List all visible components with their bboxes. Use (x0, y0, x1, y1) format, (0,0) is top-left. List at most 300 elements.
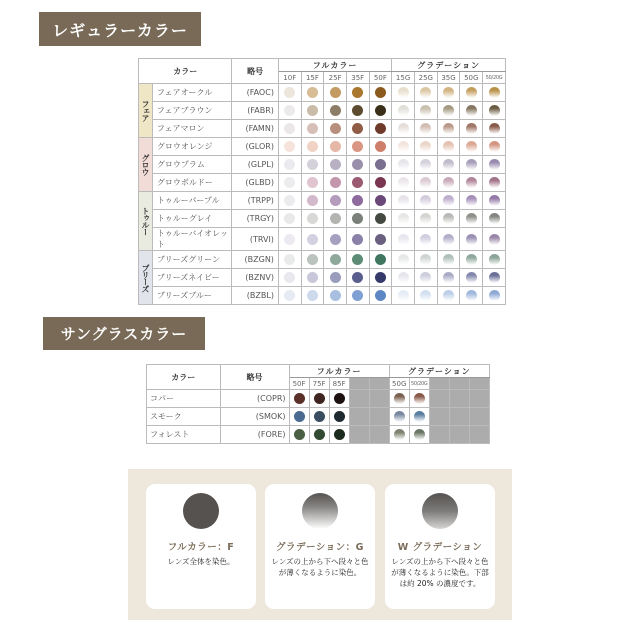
full-color-swatch-icon (352, 87, 363, 98)
color-code: (GLOR) (232, 138, 279, 156)
full-color-swatch-cell (301, 269, 324, 287)
gradation-swatch-cell (483, 210, 506, 228)
color-name: トゥルーバイオレット (152, 228, 231, 251)
color-code: (BZGN) (232, 251, 279, 269)
full-color-swatch-cell (329, 408, 349, 426)
full-color-swatch-icon (314, 429, 325, 440)
color-name: グロウオレンジ (152, 138, 231, 156)
full-color-swatch-icon (352, 105, 363, 116)
gradation-swatch-cell (460, 102, 483, 120)
full-color-swatch-icon (330, 87, 341, 98)
color-code: (COPR) (220, 390, 289, 408)
full-color-swatch-cell (278, 192, 301, 210)
full-color-swatch-icon (330, 123, 341, 134)
full-color-swatch-icon (330, 272, 341, 283)
gradation-swatch-cell (414, 287, 437, 305)
gradation-swatch-icon (443, 123, 454, 134)
color-code: (BZBL) (232, 287, 279, 305)
full-color-swatch-icon (352, 195, 363, 206)
gradation-swatch-cell (414, 120, 437, 138)
empty-cell (369, 390, 389, 408)
full-color-swatch-icon (330, 213, 341, 224)
gradation-swatch-cell (409, 426, 429, 444)
category-label: トゥルー (139, 192, 153, 251)
header-full-color: フルカラー (289, 365, 389, 378)
color-code: (FABR) (232, 102, 279, 120)
color-row (139, 287, 506, 305)
full-color-swatch-cell (346, 120, 369, 138)
full-color-swatch-cell (301, 228, 324, 251)
color-name: フェアブラウン (152, 102, 231, 120)
color-name: グロウプラム (152, 156, 231, 174)
color-row (139, 269, 506, 287)
gradation-swatch-icon (466, 141, 477, 152)
gradation-density-header: 50/20G (483, 72, 506, 84)
full-color-swatch-icon (375, 141, 386, 152)
gradation-swatch-icon (443, 272, 454, 283)
gradation-swatch-icon (443, 105, 454, 116)
full-color-swatch-cell (278, 84, 301, 102)
color-row (147, 408, 490, 426)
gradation-density-header: 50G (460, 72, 483, 84)
gradation-swatch-cell (460, 210, 483, 228)
gradation-swatch-cell (437, 251, 460, 269)
full-color-swatch-icon (375, 87, 386, 98)
sunglass-color-banner: サングラスカラー (43, 317, 205, 350)
full-color-swatch-cell (301, 192, 324, 210)
gradation-swatch-cell (389, 426, 409, 444)
full-color-swatch-icon (375, 195, 386, 206)
gradation-swatch-cell (437, 156, 460, 174)
full-color-density-header: 50F (289, 378, 309, 390)
full-color-swatch-icon (284, 141, 295, 152)
gradation-swatch-icon (443, 141, 454, 152)
empty-cell (469, 426, 489, 444)
gradation-swatch-icon (398, 290, 409, 301)
gradation-swatch-cell (414, 156, 437, 174)
full-color-swatch-cell (346, 228, 369, 251)
color-name: ブリーズブルー (152, 287, 231, 305)
gradation-swatch-icon (489, 272, 500, 283)
gradation-swatch-icon (443, 195, 454, 206)
gradation-swatch-icon (398, 177, 409, 188)
empty-cell (349, 390, 369, 408)
gradation-swatch-cell (483, 269, 506, 287)
gradation-swatch-icon (489, 213, 500, 224)
full-color-swatch-icon (330, 177, 341, 188)
gradation-swatch-cell (392, 192, 415, 210)
gradation-swatch-icon (466, 87, 477, 98)
full-color-swatch-icon (375, 290, 386, 301)
full-color-swatch-icon (307, 177, 318, 188)
category-label: グロウ (139, 138, 153, 192)
full-color-density-header: 10F (278, 72, 301, 84)
color-code: (FORE) (220, 426, 289, 444)
gradation-swatch-icon (420, 272, 431, 283)
header-gradation: グラデーション (392, 59, 506, 72)
gradation-swatch-cell (389, 390, 409, 408)
full-color-swatch-cell (278, 251, 301, 269)
empty-cell (349, 408, 369, 426)
gradation-swatch-icon (466, 123, 477, 134)
full-color-swatch-icon (294, 411, 305, 422)
lens-type-card-gradation (265, 484, 375, 609)
full-color-swatch-cell (369, 210, 392, 228)
gradation-swatch-icon (420, 123, 431, 134)
full-color-swatch-cell (346, 251, 369, 269)
full-color-swatch-cell (346, 102, 369, 120)
sunglass-color-table (146, 364, 490, 444)
full-color-swatch-icon (284, 87, 295, 98)
gradation-swatch-cell (392, 102, 415, 120)
gradation-swatch-cell (483, 102, 506, 120)
color-name: トゥルーパープル (152, 192, 231, 210)
color-name: スモーク (147, 408, 221, 426)
lens-type-card-w-gradation (385, 484, 495, 609)
full-color-swatch-icon (307, 141, 318, 152)
gradation-swatch-cell (414, 138, 437, 156)
color-row (139, 156, 506, 174)
gradation-swatch-icon (443, 87, 454, 98)
full-color-swatch-cell (301, 120, 324, 138)
full-color-swatch-icon (284, 272, 295, 283)
full-color-swatch-icon (375, 254, 386, 265)
full-color-density-header (369, 378, 389, 390)
color-code: (BZNV) (232, 269, 279, 287)
full-color-swatch-icon (314, 411, 325, 422)
gradation-swatch-icon (398, 141, 409, 152)
full-color-swatch-icon (284, 177, 295, 188)
gradation-density-header: 35G (437, 72, 460, 84)
empty-cell (369, 426, 389, 444)
full-color-swatch-icon (307, 213, 318, 224)
gradation-swatch-cell (389, 408, 409, 426)
full-color-swatch-icon (330, 141, 341, 152)
gradation-swatch-icon (414, 393, 425, 404)
gradation-swatch-cell (483, 287, 506, 305)
full-color-swatch-cell (346, 156, 369, 174)
full-color-swatch-cell (278, 138, 301, 156)
full-color-swatch-cell (301, 84, 324, 102)
full-color-swatch-cell (301, 102, 324, 120)
empty-cell (469, 408, 489, 426)
full-color-swatch-cell (324, 174, 347, 192)
full-color-swatch-cell (309, 408, 329, 426)
full-color-swatch-cell (324, 287, 347, 305)
gradation-swatch-cell (460, 138, 483, 156)
color-row (139, 210, 506, 228)
full-color-swatch-cell (346, 287, 369, 305)
gradation-swatch-cell (460, 269, 483, 287)
full-color-swatch-icon (375, 177, 386, 188)
full-color-swatch-cell (346, 84, 369, 102)
color-code: (FAMN) (232, 120, 279, 138)
lens-type-title: W グラデーション (397, 542, 483, 553)
gradation-swatch-icon (489, 159, 500, 170)
full-color-swatch-cell (369, 102, 392, 120)
regular-color-table (138, 58, 506, 305)
gradation-swatch-cell (437, 84, 460, 102)
lens-type-title: グラデーション：G (276, 542, 364, 553)
full-color-swatch-icon (284, 254, 295, 265)
gradation-swatch-cell (392, 251, 415, 269)
color-name: ブリーズネイビー (152, 269, 231, 287)
full-color-swatch-cell (278, 120, 301, 138)
full-color-swatch-cell (301, 210, 324, 228)
full-color-swatch-icon (284, 234, 295, 245)
gradation-swatch-cell (409, 390, 429, 408)
gradation-swatch-cell (483, 120, 506, 138)
full-color-swatch-cell (278, 228, 301, 251)
gradation-swatch-icon (489, 254, 500, 265)
color-row (147, 426, 490, 444)
gradation-swatch-cell (460, 174, 483, 192)
full-color-swatch-icon (307, 105, 318, 116)
color-code: (TRVI) (232, 228, 279, 251)
color-name: グロウボルドー (152, 174, 231, 192)
lens-type-panel (128, 469, 512, 620)
gradation-swatch-icon (414, 429, 425, 440)
empty-cell (449, 390, 469, 408)
color-row (139, 120, 506, 138)
color-name: コパー (147, 390, 221, 408)
gradation-swatch-cell (392, 210, 415, 228)
gradation-density-header (429, 378, 449, 390)
gradation-swatch-icon (466, 234, 477, 245)
gradation-swatch-cell (460, 192, 483, 210)
full-color-swatch-cell (324, 120, 347, 138)
full-color-swatch-cell (346, 192, 369, 210)
full-color-swatch-cell (369, 287, 392, 305)
full-color-swatch-icon (307, 254, 318, 265)
full-color-swatch-icon (307, 195, 318, 206)
gradation-swatch-icon (466, 195, 477, 206)
color-row (139, 228, 506, 251)
gradation-swatch-cell (414, 192, 437, 210)
gradation-swatch-cell (392, 156, 415, 174)
gradation-swatch-icon (466, 272, 477, 283)
full-color-swatch-icon (294, 429, 305, 440)
full-color-density-header: 50F (369, 72, 392, 84)
full-color-density-header: 35F (346, 72, 369, 84)
lens-type-card-full (146, 484, 256, 609)
gradation-swatch-cell (392, 84, 415, 102)
full-color-swatch-icon (375, 213, 386, 224)
gradation-swatch-cell (437, 287, 460, 305)
gradation-swatch-icon (420, 254, 431, 265)
gradation-swatch-icon (489, 87, 500, 98)
color-row (139, 102, 506, 120)
gradation-swatch-icon (420, 195, 431, 206)
gradation-swatch-cell (409, 408, 429, 426)
gradation-swatch-icon (420, 213, 431, 224)
full-color-swatch-icon (284, 213, 295, 224)
gradation-swatch-icon (443, 254, 454, 265)
full-color-swatch-icon (307, 272, 318, 283)
col-header-color: カラー (139, 59, 232, 84)
gradation-swatch-cell (414, 84, 437, 102)
gradation-swatch-icon (398, 195, 409, 206)
gradation-swatch-icon (489, 123, 500, 134)
full-color-swatch-icon (352, 272, 363, 283)
empty-cell (369, 408, 389, 426)
full-color-swatch-icon (284, 123, 295, 134)
gradation-swatch-cell (392, 228, 415, 251)
gradation-swatch-cell (460, 120, 483, 138)
full-color-swatch-icon (352, 123, 363, 134)
gradation-swatch-icon (466, 213, 477, 224)
full-color-swatch-cell (289, 390, 309, 408)
gradation-swatch-cell (460, 251, 483, 269)
gradation-swatch-icon (414, 411, 425, 422)
gradation-swatch-icon (420, 290, 431, 301)
gradation-swatch-cell (392, 174, 415, 192)
gradation-swatch-cell (414, 174, 437, 192)
gradation-swatch-icon (420, 177, 431, 188)
gradation-swatch-cell (414, 251, 437, 269)
full-color-lens-icon (183, 493, 219, 529)
full-color-swatch-icon (284, 105, 295, 116)
full-color-swatch-icon (352, 234, 363, 245)
full-color-swatch-icon (375, 123, 386, 134)
gradation-swatch-cell (437, 210, 460, 228)
color-row (139, 138, 506, 156)
full-color-swatch-cell (301, 138, 324, 156)
gradation-lens-icon (302, 493, 338, 529)
full-color-swatch-icon (375, 105, 386, 116)
gradation-swatch-cell (392, 138, 415, 156)
gradation-density-header: 15G (392, 72, 415, 84)
category-label: ブリーズ (139, 251, 153, 305)
gradation-swatch-cell (437, 228, 460, 251)
gradation-swatch-icon (443, 290, 454, 301)
full-color-swatch-cell (324, 269, 347, 287)
full-color-swatch-icon (330, 105, 341, 116)
gradation-swatch-icon (443, 213, 454, 224)
gradation-swatch-cell (414, 228, 437, 251)
color-row (139, 192, 506, 210)
lens-type-description: レンズの上から下へ段々と色が薄くなるように染色。 (271, 557, 369, 577)
full-color-density-header (349, 378, 369, 390)
full-color-swatch-icon (294, 393, 305, 404)
empty-cell (469, 390, 489, 408)
full-color-swatch-icon (352, 254, 363, 265)
full-color-swatch-icon (352, 213, 363, 224)
full-color-swatch-cell (346, 210, 369, 228)
gradation-swatch-icon (466, 177, 477, 188)
full-color-swatch-icon (375, 159, 386, 170)
gradation-swatch-icon (398, 272, 409, 283)
full-color-swatch-cell (301, 156, 324, 174)
gradation-swatch-icon (398, 123, 409, 134)
full-color-swatch-cell (324, 102, 347, 120)
gradation-swatch-cell (392, 287, 415, 305)
full-color-swatch-cell (369, 156, 392, 174)
gradation-swatch-icon (466, 105, 477, 116)
full-color-swatch-cell (278, 174, 301, 192)
gradation-swatch-icon (420, 141, 431, 152)
color-code: (SMOK) (220, 408, 289, 426)
full-color-swatch-cell (301, 251, 324, 269)
full-color-swatch-cell (324, 192, 347, 210)
gradation-swatch-cell (392, 269, 415, 287)
color-name: フェアオークル (152, 84, 231, 102)
full-color-swatch-cell (278, 269, 301, 287)
full-color-swatch-icon (330, 290, 341, 301)
gradation-swatch-icon (420, 87, 431, 98)
gradation-swatch-icon (489, 234, 500, 245)
gradation-swatch-icon (394, 429, 405, 440)
gradation-swatch-cell (460, 228, 483, 251)
gradation-density-header (449, 378, 469, 390)
gradation-swatch-icon (398, 234, 409, 245)
gradation-swatch-cell (483, 84, 506, 102)
gradation-density-header: 50/20G (409, 378, 429, 390)
empty-cell (429, 426, 449, 444)
col-header-color: カラー (147, 365, 221, 390)
gradation-swatch-icon (394, 411, 405, 422)
gradation-swatch-icon (489, 177, 500, 188)
color-row (139, 174, 506, 192)
empty-cell (449, 426, 469, 444)
full-color-swatch-cell (324, 138, 347, 156)
full-color-swatch-cell (301, 174, 324, 192)
gradation-swatch-icon (398, 254, 409, 265)
gradation-swatch-cell (483, 251, 506, 269)
gradation-swatch-cell (414, 269, 437, 287)
gradation-swatch-icon (398, 87, 409, 98)
full-color-swatch-cell (278, 287, 301, 305)
gradation-swatch-icon (489, 290, 500, 301)
gradation-density-header: 50G (389, 378, 409, 390)
lens-type-description: レンズの上から下へ段々と色が薄くなるように染色。下部は約 20% の濃度です。 (391, 557, 489, 588)
empty-cell (429, 408, 449, 426)
header-full-color: フルカラー (278, 59, 391, 72)
full-color-swatch-icon (307, 159, 318, 170)
full-color-swatch-cell (346, 138, 369, 156)
full-color-swatch-icon (352, 290, 363, 301)
gradation-swatch-icon (443, 159, 454, 170)
color-name: トゥルーグレイ (152, 210, 231, 228)
empty-cell (449, 408, 469, 426)
gradation-swatch-cell (414, 210, 437, 228)
gradation-swatch-cell (483, 192, 506, 210)
full-color-swatch-cell (324, 210, 347, 228)
full-color-swatch-cell (369, 174, 392, 192)
gradation-swatch-icon (443, 177, 454, 188)
full-color-swatch-cell (324, 84, 347, 102)
col-header-code: 略号 (220, 365, 289, 390)
gradation-swatch-cell (483, 138, 506, 156)
color-code: (GLBD) (232, 174, 279, 192)
gradation-density-header (469, 378, 489, 390)
full-color-swatch-icon (307, 123, 318, 134)
gradation-swatch-icon (466, 159, 477, 170)
gradation-swatch-icon (420, 159, 431, 170)
full-color-swatch-icon (334, 411, 345, 422)
full-color-swatch-cell (309, 426, 329, 444)
full-color-swatch-icon (375, 272, 386, 283)
gradation-swatch-icon (489, 105, 500, 116)
gradation-swatch-cell (483, 228, 506, 251)
gradation-swatch-cell (392, 120, 415, 138)
full-color-swatch-cell (369, 269, 392, 287)
color-row (147, 390, 490, 408)
full-color-swatch-icon (334, 393, 345, 404)
full-color-density-header: 15F (301, 72, 324, 84)
full-color-swatch-icon (307, 234, 318, 245)
gradation-swatch-cell (483, 174, 506, 192)
